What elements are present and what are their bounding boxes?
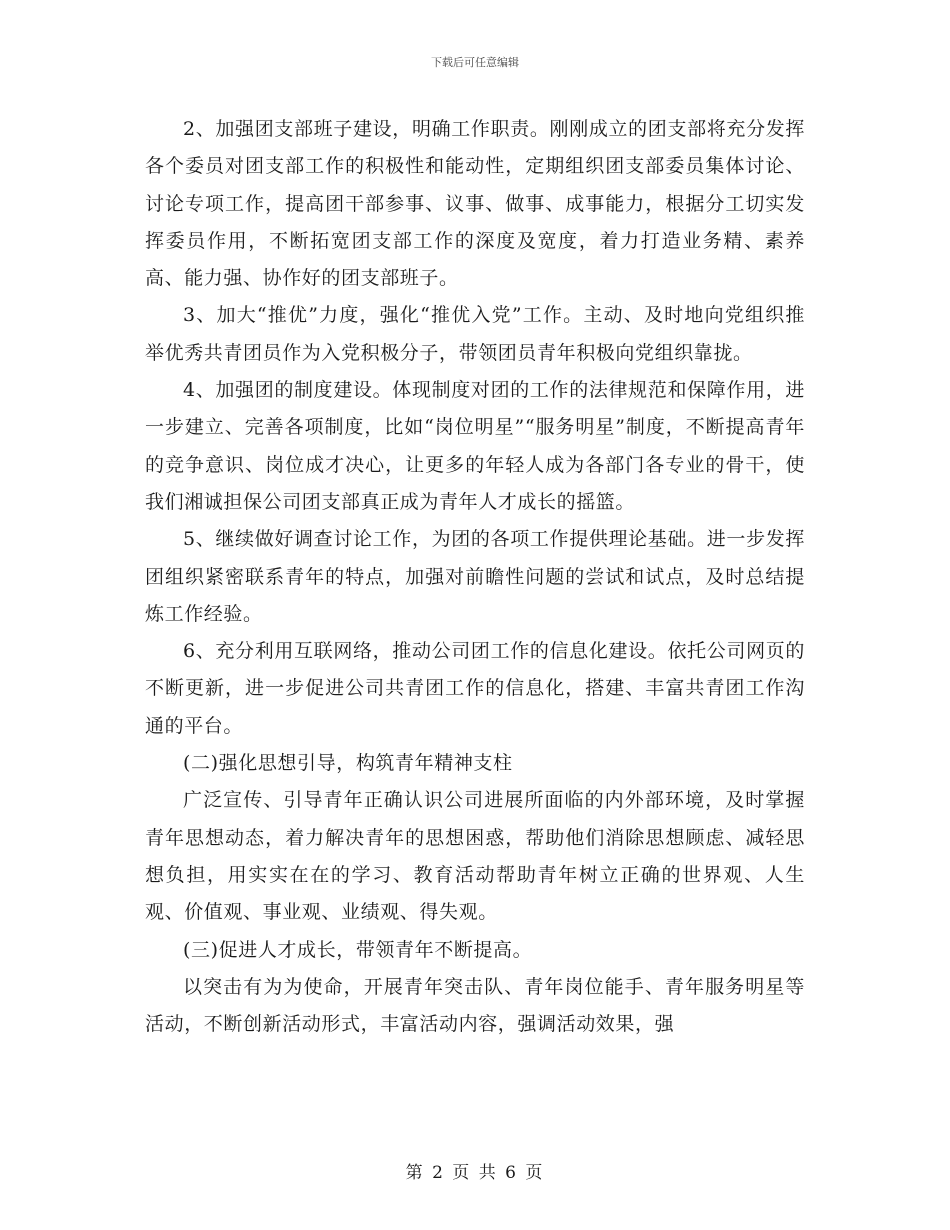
- section-2-paragraph: 广泛宣传、引导青年正确认识公司进展所面临的内外部环境，及时掌握青年思想动态，着力解决青年的思想困惑，帮助他们消除思想顾虑、减轻思想负担，用实实在在的学习、教育活动帮助青年树立正确的世界观、人生观、价值观、事业观、业绩观、得失观。: [145, 789, 805, 924]
- section-3-paragraph: 以突击有为为使命，开展青年突击队、青年岗位能手、青年服务明星等活动，不断创新活动形式，丰富活动内容，强调活动效果，强: [145, 975, 805, 1036]
- document-body: [145, 111, 805, 1043]
- paragraph-item-5: 5、继续做好调查讨论工作，为团的各项工作提供理论基础。进一步发挥团组织紧密联系青年的特点，加强对前瞻性问题的尝试和试点，及时总结提炼工作经验。: [145, 528, 805, 625]
- paragraph-item-4: 4、加强团的制度建设。体现制度对团的工作的法律规范和保障作用，进一步建立、完善各项制度，比如“岗位明星”“服务明星”制度，不断提高青年的竞争意识、岗位成才决心，让更多的年轻人成为各部门各专业的骨干，使我们湘诚担保公司团支部真正成为青年人才成长的摇篮。: [145, 379, 805, 513]
- section-heading-3: (三)促进人才成长，带领青年不断提高。: [183, 938, 533, 961]
- page-number-footer: 第 2 页 共 6 页: [405, 1163, 545, 1183]
- section-heading-2: (二)强化思想引导，构筑青年精神支柱: [183, 752, 513, 775]
- paragraph-item-6: 6、充分利用互联网络，推动公司团工作的信息化建设。依托公司网页的不断更新，进一步促进公司共青团工作的信息化，搭建、丰富共青团工作沟通的平台。: [145, 640, 805, 737]
- page-header-watermark: 下载后可任意编辑: [431, 56, 519, 69]
- paragraph-item-3: 3、加大“推优”力度，强化“推优入党”工作。主动、及时地向党组织推举优秀共青团员作为入党积极分子，带领团员青年积极向党组织靠拢。: [145, 304, 805, 364]
- paragraph-item-2: 2、加强团支部班子建设，明确工作职责。刚刚成立的团支部将充分发挥各个委员对团支部工作的积极性和能动性，定期组织团支部委员集体讨论、讨论专项工作，提高团干部参事、议事、做事、成事能力，根据分工切实发挥委员作用，不断拓宽团支部工作的深度及宽度，着力打造业务精、素养高、能力强、协作好的团支部班子。: [145, 118, 805, 290]
